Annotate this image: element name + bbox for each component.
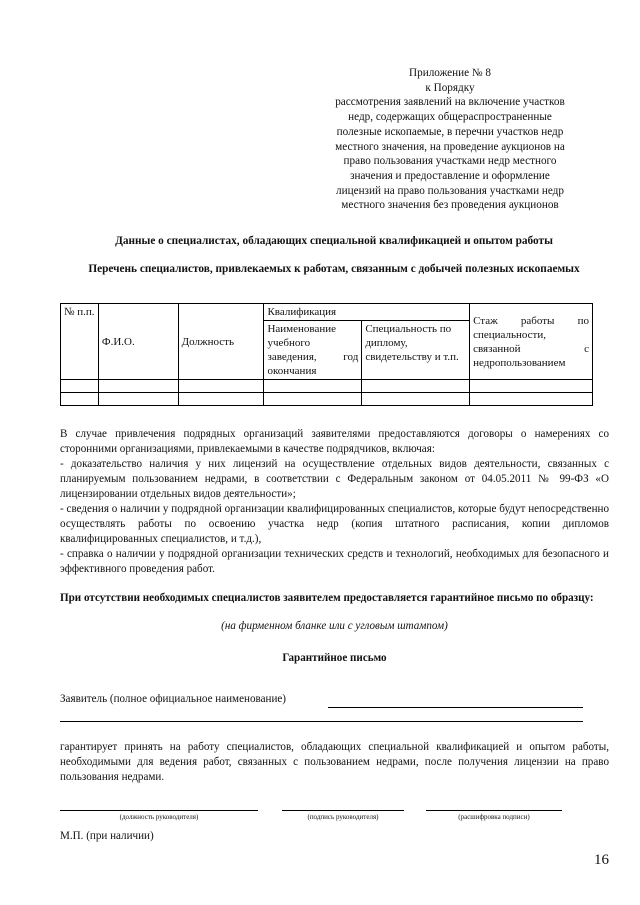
table-cell [61,380,99,393]
applicant-name-line [328,707,583,708]
appendix-line: Приложение № 8 [409,67,491,79]
col-position-header: Должность [178,304,264,380]
contractors-paragraph [60,427,609,577]
applicant-name-line-2 [60,721,583,722]
appendix-line: полезные ископаемые, в перечни участков недр [336,125,564,138]
signature-line-decoding [426,810,562,811]
guarantee-intro: При отсутствии необходимых специалистов заявителем предоставляется гарантийное письмо по образцу: [60,592,594,604]
table-cell [362,380,470,393]
col-number-header: № п.п. [61,304,99,380]
signature-caption-decoding: (расшифровка подписи) [458,813,530,821]
table-cell [98,380,178,393]
appendix-header [300,66,600,213]
paragraph-line: В случае привлечения подрядных организаций заявителями предоставляются договоры о намерениях со сторонними организациями, привлекаемыми в качестве подрядчиков, включая: [60,428,609,455]
table-row [61,393,593,406]
appendix-line: рассмотрения заявлений на включение участков [335,96,565,109]
section-heading: Данные о специалистах, обладающих специальной квалификацией и опытом работы [115,235,553,247]
signature-line-signature [282,810,404,811]
table-cell [362,393,470,406]
page-number: 16 [594,852,609,868]
signature-caption-signature: (подпись руководителя) [307,813,379,821]
signature-caption-position: (должность руководителя) [119,813,199,821]
paragraph-line: - справка о наличии у подрядной организации технических средств и технологий, необходимых для безопасного и эффективного проведения работ. [60,548,609,575]
appendix-line: недр, содержащих общераспространенные [348,111,552,124]
appendix-line: к Порядку [425,81,475,94]
signature-line-position [60,810,258,811]
paragraph-line: - сведения о наличии у подрядной организации квалифицированных специалистов, которые будут непосредственно осуществлять работы по освоению участка недр (копия штатного расписания, копии дипломов квалифицированных специалистов, и т.д.), [60,503,609,545]
letter-title: Гарантийное письмо [282,652,387,664]
table-cell [264,380,362,393]
guarantee-text: гарантирует принять на работу специалистов, обладающих специальной квалификацией и опытом работы, необходимыми для ведения работ, связанных с пользованием недрами, после получения лицензии на право пользования недрами. [60,741,609,783]
appendix-line: лицензий на право пользования участками недр [336,184,564,197]
letterhead-note: (на фирменном бланке или с угловым штампом) [221,620,448,632]
col-fio-header: Ф.И.О. [98,304,178,380]
table-cell [178,393,264,406]
table-cell [470,393,593,406]
stamp-label: М.П. (при наличии) [60,830,154,842]
table-cell [470,380,593,393]
table-cell [178,380,264,393]
table-row [61,380,593,393]
table-cell [264,393,362,406]
appendix-line: местного значения, на проведение аукционов на [335,140,565,153]
paragraph-line: - доказательство наличия у них лицензий на осуществление отдельных видов деятельности, связанных с планируемым пользованием недрами, в соответствии с Федеральным законом от 04.05.2011 № 99-ФЗ «О лицензировании отдельных видов деятельности»; [60,458,609,500]
col-institution-header: Наименование учебного заведения, год окончания [264,321,362,380]
specialists-table [60,303,593,406]
appendix-line: местного значения без проведения аукционов [341,199,559,212]
col-experience-header: Стаж работы по специальности, связанной с недропользованием [470,304,593,380]
col-specialty-header: Специальность по диплому, свидетельству и т.п. [362,321,470,380]
table-cell [61,393,99,406]
appendix-line: значения и предоставление и оформление [350,169,550,182]
applicant-label: Заявитель (полное официальное наименование) [60,693,286,705]
col-qualification-header: Квалификация [264,304,470,321]
list-heading: Перечень специалистов, привлекаемых к работам, связанным с добычей полезных ископаемых [88,263,580,275]
table-cell [98,393,178,406]
appendix-line: право пользования участками недр местного [343,155,557,168]
